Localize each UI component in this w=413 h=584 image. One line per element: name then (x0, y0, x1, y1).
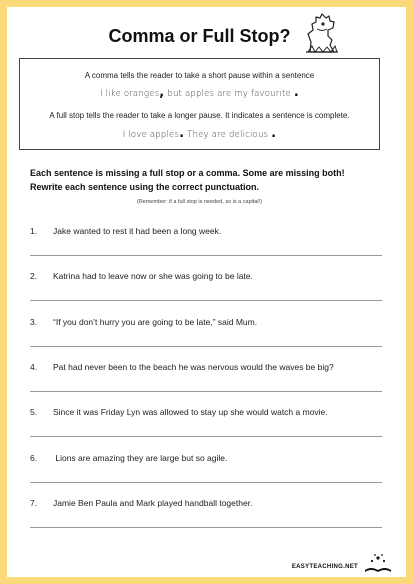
question-item (30, 317, 380, 327)
fullstop-mark: . (179, 126, 185, 141)
instruction-line-2: Rewrite each sentence using the correct punctuation. (30, 182, 260, 192)
answer-line[interactable] (30, 255, 382, 256)
question-item (30, 362, 380, 372)
fullstop-example-part2: They are delicious (187, 130, 269, 140)
answer-line[interactable] (30, 482, 382, 483)
question-number: 3. (30, 317, 38, 327)
page-title: Comma or Full Stop? (108, 26, 291, 46)
answer-line[interactable] (30, 527, 382, 528)
question-item (30, 407, 380, 417)
question-number: 6. (30, 453, 38, 463)
question-number: 4. (30, 362, 38, 372)
question-item (30, 226, 380, 236)
answer-line[interactable] (30, 391, 382, 392)
fullstop-example-part1: I love apples (122, 130, 180, 140)
question-number: 7. (30, 498, 38, 508)
question-text: Pat had never been to the beach he was nervous would the waves be big? (53, 362, 334, 372)
info-box (19, 58, 380, 150)
comma-example (20, 85, 379, 100)
question-text: Jake wanted to rest it had been a long week. (53, 226, 222, 236)
comma-rule: A comma tells the reader to take a short pause within a sentence (84, 71, 315, 80)
fullstop-rule: A full stop tells the reader to take a longer pause. It indicates a sentence is complete. (49, 111, 350, 120)
instruction-line-1: Each sentence is missing a full stop or a comma. Some are missing both! (30, 168, 345, 178)
question-text: Lions are amazing they are large but so agile. (53, 453, 228, 463)
fullstop-example (20, 126, 379, 141)
dinosaur-icon (304, 12, 340, 56)
question-item (30, 498, 380, 508)
comma-example-part1: I like oranges (99, 89, 160, 99)
fullstop-end-mark: . (271, 126, 277, 141)
question-text: Katrina had to leave now or she was going to be late. (53, 271, 253, 281)
answer-line[interactable] (30, 436, 382, 437)
comma-mark: , (159, 85, 165, 100)
question-number: 5. (30, 407, 38, 417)
brand-logo-text: EASYTEACHING.NET (291, 564, 358, 570)
comma-end-mark: . (293, 85, 300, 100)
question-number: 1. (30, 226, 38, 236)
question-number: 2. (30, 271, 38, 281)
question-text: Since it was Friday Lyn was allowed to stay up she would watch a movie. (53, 407, 328, 417)
question-text: Jamie Ben Paula and Mark played handball together. (53, 498, 253, 508)
answer-line[interactable] (30, 300, 382, 301)
question-item (30, 453, 380, 463)
question-text: “If you don’t hurry you are going to be late,” said Mum. (53, 317, 258, 327)
book-icon (363, 552, 393, 574)
remember-note: (Remember: if a full stop is needed, so is a capital!) (136, 199, 263, 205)
answer-line[interactable] (30, 346, 382, 347)
comma-example-part2: but apples are my favourite (167, 89, 291, 99)
question-item (30, 271, 380, 281)
